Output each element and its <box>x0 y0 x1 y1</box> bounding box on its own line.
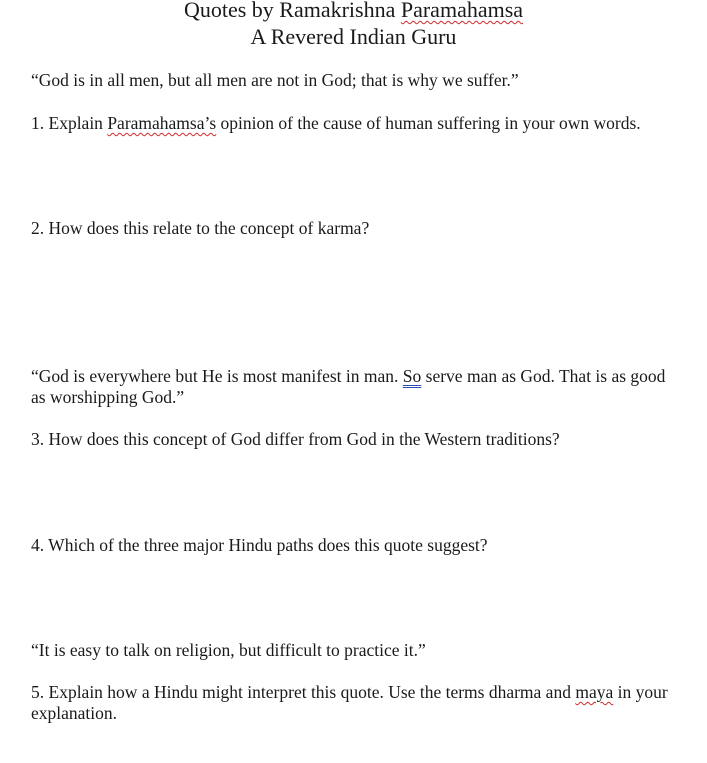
quote-1: “God is in all men, but all men are not in God; that is why we suffer.” <box>31 70 519 90</box>
title-prefix: Quotes by Ramakrishna <box>183 0 401 22</box>
quote-2-flagged-word: So <box>402 366 422 386</box>
question-3: 3. How does this concept of God differ from God in the Western traditions? <box>31 429 560 449</box>
question-1 <box>31 113 681 134</box>
question-1-prefix: 1. Explain <box>31 113 108 133</box>
quote-2-prefix: “God is everywhere but He is most manifest in man. <box>31 366 403 386</box>
title-line-2: A Revered Indian Guru <box>250 24 457 49</box>
question-2: 2. How does this relate to the concept of karma? <box>31 218 370 238</box>
question-4: 4. Which of the three major Hindu paths does this quote suggest? <box>31 535 488 555</box>
quote-3: “It is easy to talk on religion, but difficult to practice it.” <box>31 640 426 660</box>
question-5-suffix: in your explanation. <box>31 682 668 723</box>
question-5-maya: maya <box>575 682 614 702</box>
quote-2 <box>31 366 681 408</box>
question-5-prefix: 5. Explain how a Hindu might interpret this quote. Use the terms dharma and <box>31 682 576 702</box>
quote-2-suffix: serve man as God. That is as good as worshipping God.” <box>31 366 666 407</box>
question-1-suffix: opinion of the cause of human suffering in your own words. <box>216 113 641 133</box>
title-name: Paramahamsa <box>400 0 524 22</box>
question-5 <box>31 682 681 724</box>
title-line-1 <box>0 0 707 23</box>
question-1-name: Paramahamsa’s <box>107 113 217 133</box>
